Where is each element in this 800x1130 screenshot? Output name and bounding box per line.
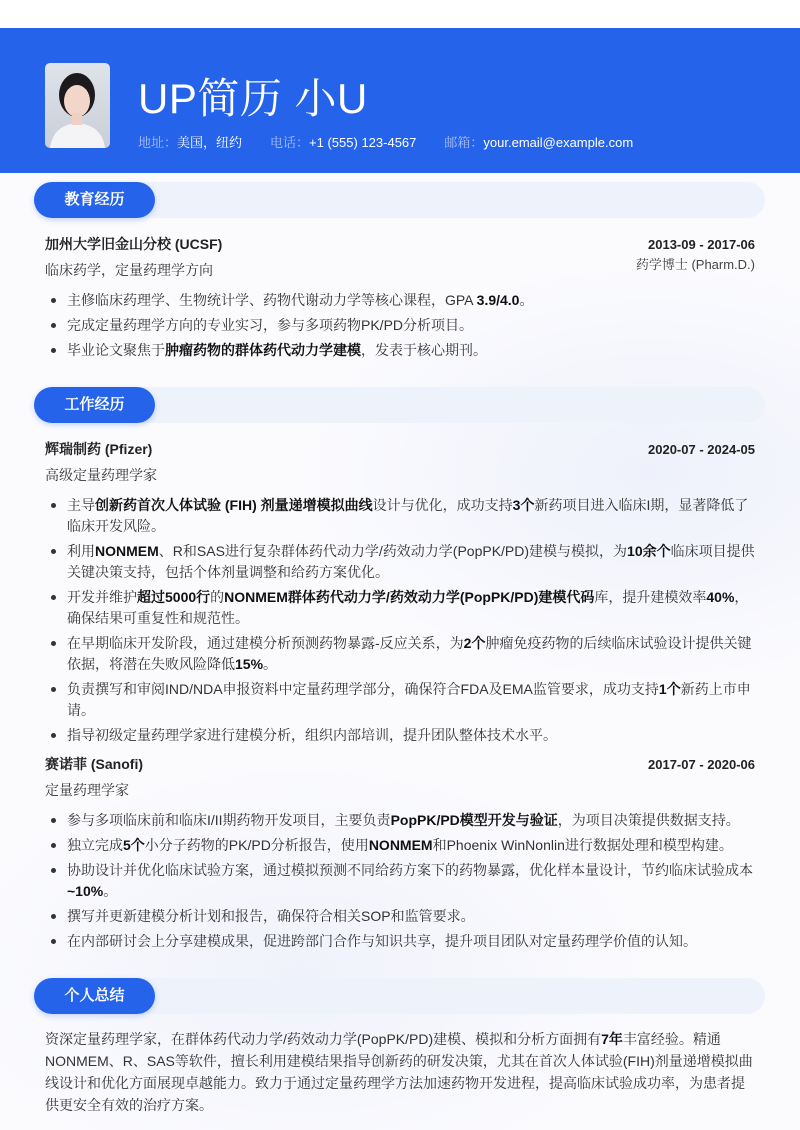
highlight-text: 5个 <box>123 837 145 853</box>
text-segment: 。 <box>103 883 118 899</box>
text-segment: 新药上市申请。 <box>67 681 751 718</box>
list-item <box>45 495 755 537</box>
contact-info <box>138 132 633 151</box>
text-segment: 完成定量药理学方向的专业实习，参与多项药物PK/PD分析项目。 <box>67 317 474 333</box>
text-segment: 。 <box>263 656 278 672</box>
list-item <box>45 906 755 927</box>
text-segment: ，确保结果可重复性和规范性。 <box>67 589 749 626</box>
summary-text <box>45 1028 755 1116</box>
section-title: 教育经历 <box>34 182 155 218</box>
highlight-text: 肿瘤药物的群体药代动力学建模 <box>165 342 361 358</box>
list-item <box>45 315 755 336</box>
section-header-education <box>34 182 765 218</box>
resume-body <box>0 173 800 1116</box>
text-segment: 利用 <box>67 543 95 559</box>
text-segment: 临床项目提供关键决策支持，包括个体剂量调整和给药方案优化。 <box>67 543 755 580</box>
text-segment: ，为项目决策提供数据支持。 <box>557 812 740 828</box>
text-segment: 的 <box>210 589 225 605</box>
school-name: 加州大学旧金山分校 (UCSF) <box>45 236 223 252</box>
list-item <box>45 290 755 311</box>
highlight-text: NONMEM群体药代动力学/药效动力学(PopPK/PD)建模代码 <box>224 589 595 605</box>
text-segment: 。 <box>519 292 534 308</box>
text-segment: 撰写并更新建模分析计划和报告，确保符合相关SOP和监管要求。 <box>67 908 475 924</box>
highlight-text: 15% <box>235 656 264 672</box>
list-item <box>45 860 755 902</box>
list-item <box>45 679 755 721</box>
list-item <box>45 541 755 583</box>
highlight-text: 2个 <box>463 635 486 651</box>
highlight-text: NONMEM <box>368 837 433 853</box>
text-segment: 小分子药物的PK/PD分析报告，使用 <box>144 837 369 853</box>
highlight-text: NONMEM <box>95 543 159 559</box>
list-item <box>45 725 755 746</box>
text-segment: 在内部研讨会上分享建模成果，促进跨部门合作与知识共享，提升项目团队对定量药理学价值的认知。 <box>67 933 697 949</box>
candidate-name: UP简历 小U <box>138 75 368 122</box>
bullet-list <box>45 290 755 361</box>
text-segment: 、R和SAS进行复杂群体药代动力学/药效动力学(PopPK/PD)建模与模拟，为 <box>158 543 628 559</box>
text-segment: 主导 <box>67 497 95 513</box>
highlight-text: 1个 <box>658 681 681 697</box>
degree: 药学博士 (Pharm.D.) <box>635 257 755 272</box>
section-title: 工作经历 <box>34 387 155 423</box>
text-segment: 开发并维护 <box>67 589 137 605</box>
highlight-text: 超过5000行 <box>137 589 211 605</box>
major: 临床药学，定量药理学方向 <box>45 262 213 278</box>
text-segment: 参与多项临床前和临床I/II期药物开发项目，主要负责 <box>67 812 391 828</box>
contact-address: 地址：美国，纽约 <box>138 135 243 150</box>
profile-photo <box>45 63 110 148</box>
date-range: 2013-09 - 2017-06 <box>648 237 755 252</box>
education-item <box>45 234 755 361</box>
text-segment: 丰富经验。精通NONMEM、R、SAS等软件，擅长利用建模结果指导创新药的研发决策，尤其在首次人体试验(FIH)剂量递增模拟曲线设计和优化方面展现卓越能力。致力于通过定量药理学方法加速药物开发进程，提高临床试验成功率，为患者提供更安全有效的治疗方案。 <box>45 1031 753 1113</box>
section-header-summary <box>34 978 765 1014</box>
list-item <box>45 587 755 629</box>
company-name: 赛诺菲 (Sanofi) <box>45 756 143 772</box>
bullet-list <box>45 495 755 746</box>
list-item <box>45 340 755 361</box>
bullet-list <box>45 810 755 952</box>
list-item <box>45 810 755 831</box>
contact-phone: 电话：+1 (555) 123-4567 <box>270 135 417 150</box>
highlight-text: 7年 <box>601 1031 623 1047</box>
text-segment: 独立完成 <box>67 837 123 853</box>
text-segment: 和Phoenix WinNonlin进行数据处理和模型构建。 <box>432 837 733 853</box>
resume-header <box>0 28 800 173</box>
section-header-work <box>34 387 765 423</box>
text-segment: 毕业论文聚焦于 <box>67 342 165 358</box>
text-segment: 在早期临床开发阶段，通过建模分析预测药物暴露-反应关系，为 <box>67 635 464 651</box>
list-item <box>45 633 755 675</box>
work-item <box>45 439 755 746</box>
text-segment: 设计与优化，成功支持 <box>372 497 513 513</box>
section-title: 个人总结 <box>34 978 155 1014</box>
work-item <box>45 754 755 952</box>
highlight-text: 3个 <box>512 497 535 513</box>
text-segment: 协助设计并优化临床试验方案，通过模拟预测不同给药方案下的药物暴露，优化样本量设计，节约临床试验成本 <box>67 862 753 878</box>
text-segment: 资深定量药理学家，在群体药代动力学/药效动力学(PopPK/PD)建模、模拟和分析方面拥有 <box>45 1031 602 1047</box>
highlight-text: 创新药首次人体试验 (FIH) 剂量递增模拟曲线 <box>95 497 373 513</box>
text-segment: 库，提升建模效率 <box>594 589 707 605</box>
highlight-text: 40% <box>706 589 735 605</box>
highlight-text: 3.9/4.0 <box>476 292 520 308</box>
list-item <box>45 931 755 952</box>
text-segment: 新药项目进入临床I期，显著降低了临床开发风险。 <box>67 497 749 534</box>
text-segment: ，发表于核心期刊。 <box>361 342 487 358</box>
highlight-text: 10余个 <box>627 543 671 559</box>
company-name: 辉瑞制药 (Pfizer) <box>45 441 153 457</box>
job-title: 定量药理学家 <box>45 782 129 798</box>
date-range: 2017-07 - 2020-06 <box>648 757 755 772</box>
text-segment: 负责撰写和审阅IND/NDA申报资料中定量药理学部分，确保符合FDA及EMA监管要求，成功支持 <box>67 681 659 697</box>
date-range: 2020-07 - 2024-05 <box>648 442 755 457</box>
highlight-text: PopPK/PD模型开发与验证 <box>390 812 558 828</box>
job-title: 高级定量药理学家 <box>45 467 157 483</box>
list-item <box>45 835 755 856</box>
text-segment: 指导初级定量药理学家进行建模分析，组织内部培训，提升团队整体技术水平。 <box>67 727 557 743</box>
contact-email: 邮箱：your.email@example.com <box>444 135 634 150</box>
highlight-text: ~10% <box>67 883 104 899</box>
text-segment: 肿瘤免疫药物的后续临床试验设计提供关键依据，将潜在失败风险降低 <box>67 635 752 672</box>
text-segment: 主修临床药理学、生物统计学、药物代谢动力学等核心课程，GPA <box>67 292 477 308</box>
